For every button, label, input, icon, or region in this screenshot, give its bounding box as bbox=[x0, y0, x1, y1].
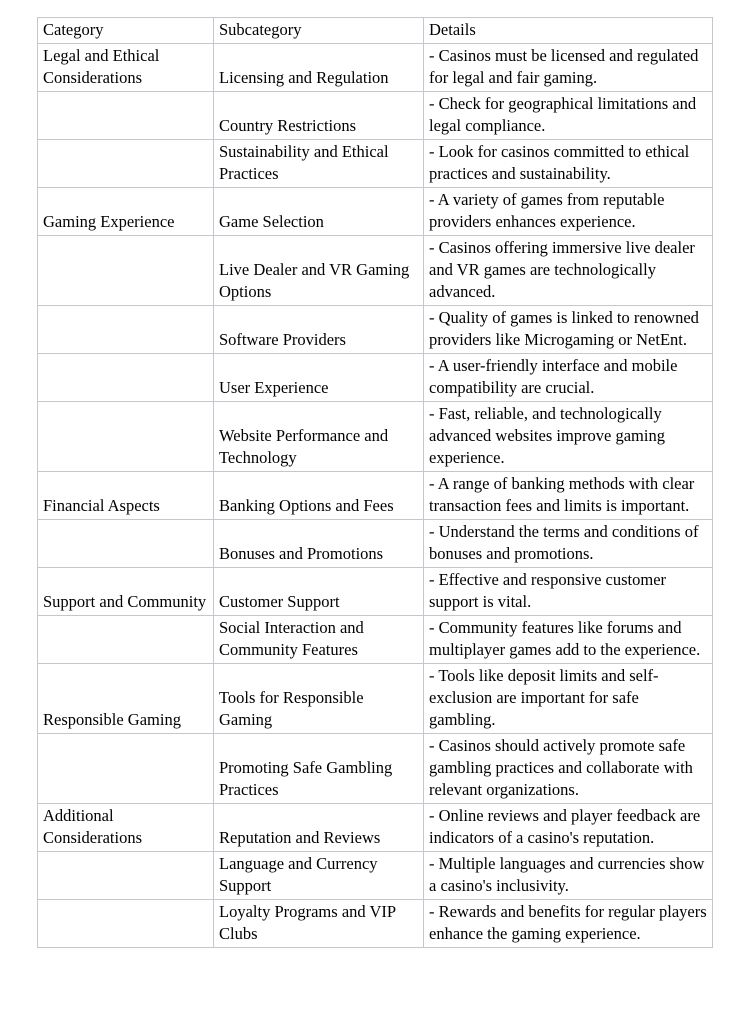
subcategory-cell: Tools for Responsible Gaming bbox=[214, 664, 424, 734]
details-cell: - Casinos offering immersive live dealer and VR games are technologically advanced. bbox=[424, 236, 713, 306]
details-cell: - Effective and responsive customer support is vital. bbox=[424, 568, 713, 616]
table-row bbox=[38, 900, 713, 948]
document-page bbox=[37, 17, 713, 948]
subcategory-cell: Bonuses and Promotions bbox=[214, 520, 424, 568]
details-cell: - Casinos should actively promote safe gambling practices and collaborate with relevant organizations. bbox=[424, 734, 713, 804]
details-cell: - Multiple languages and currencies show a casino's inclusivity. bbox=[424, 852, 713, 900]
table-row bbox=[38, 354, 713, 402]
table-row bbox=[38, 92, 713, 140]
subcategory-cell: Licensing and Regulation bbox=[214, 44, 424, 92]
category-cell bbox=[38, 92, 214, 140]
subcategory-cell: Live Dealer and VR Gaming Options bbox=[214, 236, 424, 306]
details-cell: - Look for casinos committed to ethical practices and sustainability. bbox=[424, 140, 713, 188]
table-header bbox=[38, 18, 713, 44]
category-cell: Responsible Gaming bbox=[38, 664, 214, 734]
table-row bbox=[38, 804, 713, 852]
category-cell bbox=[38, 520, 214, 568]
subcategory-cell: Game Selection bbox=[214, 188, 424, 236]
table-row bbox=[38, 734, 713, 804]
category-cell: Additional Considerations bbox=[38, 804, 214, 852]
subcategory-cell: Promoting Safe Gambling Practices bbox=[214, 734, 424, 804]
category-cell bbox=[38, 140, 214, 188]
category-cell bbox=[38, 734, 214, 804]
subcategory-cell: Language and Currency Support bbox=[214, 852, 424, 900]
category-cell bbox=[38, 402, 214, 472]
details-cell: - A user-friendly interface and mobile compatibility are crucial. bbox=[424, 354, 713, 402]
subcategory-cell: Sustainability and Ethical Practices bbox=[214, 140, 424, 188]
subcategory-cell: Website Performance and Technology bbox=[214, 402, 424, 472]
details-cell: - Casinos must be licensed and regulated for legal and fair gaming. bbox=[424, 44, 713, 92]
table-row bbox=[38, 664, 713, 734]
details-cell: - Online reviews and player feedback are indicators of a casino's reputation. bbox=[424, 804, 713, 852]
table-row bbox=[38, 616, 713, 664]
details-cell: - A range of banking methods with clear transaction fees and limits is important. bbox=[424, 472, 713, 520]
category-cell bbox=[38, 616, 214, 664]
table-row bbox=[38, 402, 713, 472]
table-row bbox=[38, 520, 713, 568]
category-cell: Financial Aspects bbox=[38, 472, 214, 520]
subcategory-cell: Country Restrictions bbox=[214, 92, 424, 140]
subcategory-cell: Social Interaction and Community Features bbox=[214, 616, 424, 664]
subcategory-cell: Banking Options and Fees bbox=[214, 472, 424, 520]
category-cell bbox=[38, 354, 214, 402]
category-cell: Support and Community bbox=[38, 568, 214, 616]
table-row bbox=[38, 140, 713, 188]
details-cell: - A variety of games from reputable providers enhances experience. bbox=[424, 188, 713, 236]
subcategory-cell: Customer Support bbox=[214, 568, 424, 616]
column-header-details: Details bbox=[424, 18, 713, 44]
table-body bbox=[38, 44, 713, 948]
details-cell: - Rewards and benefits for regular players enhance the gaming experience. bbox=[424, 900, 713, 948]
subcategory-cell: Loyalty Programs and VIP Clubs bbox=[214, 900, 424, 948]
category-cell bbox=[38, 306, 214, 354]
category-cell bbox=[38, 900, 214, 948]
header-row bbox=[38, 18, 713, 44]
subcategory-cell: Reputation and Reviews bbox=[214, 804, 424, 852]
table-row bbox=[38, 852, 713, 900]
table-row bbox=[38, 188, 713, 236]
details-cell: - Tools like deposit limits and self-exclusion are important for safe gambling. bbox=[424, 664, 713, 734]
details-cell: - Check for geographical limitations and legal compliance. bbox=[424, 92, 713, 140]
table-row bbox=[38, 306, 713, 354]
column-header-subcategory: Subcategory bbox=[214, 18, 424, 44]
subcategory-cell: Software Providers bbox=[214, 306, 424, 354]
category-cell bbox=[38, 236, 214, 306]
table-row bbox=[38, 236, 713, 306]
casino-criteria-table bbox=[37, 17, 713, 948]
category-cell: Legal and Ethical Considerations bbox=[38, 44, 214, 92]
subcategory-cell: User Experience bbox=[214, 354, 424, 402]
details-cell: - Understand the terms and conditions of bonuses and promotions. bbox=[424, 520, 713, 568]
details-cell: - Quality of games is linked to renowned providers like Microgaming or NetEnt. bbox=[424, 306, 713, 354]
category-cell bbox=[38, 852, 214, 900]
category-cell: Gaming Experience bbox=[38, 188, 214, 236]
details-cell: - Community features like forums and multiplayer games add to the experience. bbox=[424, 616, 713, 664]
details-cell: - Fast, reliable, and technologically advanced websites improve gaming experience. bbox=[424, 402, 713, 472]
table-row bbox=[38, 44, 713, 92]
column-header-category: Category bbox=[38, 18, 214, 44]
table-row bbox=[38, 472, 713, 520]
table-row bbox=[38, 568, 713, 616]
